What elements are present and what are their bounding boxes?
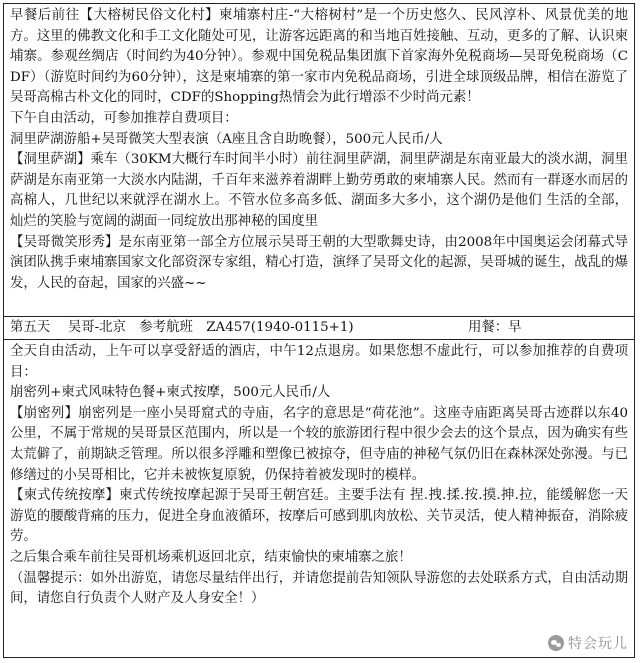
day-five-meal: 用餐：早 — [468, 320, 522, 335]
beng-mealea-paragraph: 【崩密列】崩密列是一座小吴哥窟式的寺庙，名字的意思是“荷花池”。这座寺庙距离吴哥古迹群以东40公里，不属于常规的吴哥景区范围内，所以是一个较的旅游团行程中很少会去的这个景点，因为确实有些太荒僻了，前期缺乏管理。所以很多浮雕和塑像已被掠夺，但寺庙的神秘气氛仍旧在森林深处弥漫。与已修缮过的小吴哥相比，它并未被恢复原貌，仍保持着被发现时的模样。 — [10, 405, 628, 483]
day-five-section — [4, 340, 634, 655]
watermark-text: 特会玩儿 — [568, 636, 628, 652]
itinerary-table — [3, 3, 635, 658]
tonle-sap-paragraph: 【洞里萨湖】乘车（30KM大概行车时间半小时）前往洞里萨湖，洞里萨湖是东南亚最大的淡水湖，洞里萨湖是东南亚第一大淡水内陆湖，千百年来滋养着湖畔上勤劳勇敢的柬埔寨人民。然而有一群逐水而居的高棉人，几世纪以来就浮在湖水上。不管水位多高多低、湖面多大多小，这个湖仍是他们 生活的全部，灿烂的笑脸与宽阔的湖面一同绽放出那神秘的国度里 — [10, 152, 628, 229]
watermark — [544, 633, 632, 653]
beng-mealea-price: 崩密列+柬式风味特色餐+柬式按摩，500元人民币/人 — [10, 385, 331, 401]
optional-tour-price: 洞里萨湖游船+吴哥微笑大型表演（A座且含自助晚餐），500元人民币/人 — [10, 131, 443, 147]
massage-paragraph: 【柬式传统按摩】柬式传统按摩起源于吴哥王朝宫廷。主要手法有 捏.拽.揉.按.摸.抻.拉，能缓解您一天游览的腰酸背痛的压力，促进全身血液循环，按摩后可感到肌肉放松、关节灵活，使人精神振奋，消除疲劳。 — [10, 488, 628, 545]
day-five-header — [4, 316, 634, 340]
smile-show-paragraph: 【吴哥微笑形秀】是东南亚第一部全方位展示吴哥王朝的大型歌舞史诗，由2008年中国奥运会闭幕式导演团队携手柬埔寨国家文化部资深专家组，精心打造，演绎了吴哥文化的起源，吴哥城的诞生，战乱的爆发，人民的奋起，国家的兴盛~~ — [10, 234, 628, 291]
afternoon-free-paragraph: 下午自由活动，可参加推荐自费项目： — [10, 110, 238, 126]
return-flight-paragraph: 之后集合乘车前往吴哥机场乘机返回北京，结束愉快的柬埔寨之旅！ — [10, 549, 412, 565]
day-five-route: 第五天 吴哥-北京 参考航班 ZA457(1940-0115+1) — [10, 320, 354, 335]
travel-tip-paragraph: （温馨提示：如外出游览，请您尽量结伴出行，并请您提前告知领队导游您的去处联系方式，自由活动期间，请您自行负责个人财产及人身安全！） — [10, 570, 628, 607]
village-paragraph: 早餐后前往【大榕树民俗文化村】柬埔寨村庄-“大榕树村”是一个历史悠久、民风淳朴、风景优美的地方。这里的佛教文化和手工文化随处可见，让游客远距离的和当地百姓接触、互动，更多的了解、认识柬埔寨。参观丝绸店（时间约为40分钟）。参观中国免税品集团旗下首家海外免税商场—吴哥免税商场（CDF）（游览时间约为60分钟），这是柬埔寨的第一家市内免税品商场，引进全球顶级品牌，相信在游览了吴哥高棉古朴文化的同时，CDF的Shopping热情会为此行增添不少时尚元素！ — [10, 8, 628, 106]
free-day-paragraph: 全天自由活动，上午可以享受舒适的酒店，中午12点退房。如果您想不虚此行，可以参加推荐的自费项目： — [10, 344, 628, 380]
day-four-afternoon-section — [4, 4, 634, 316]
wechat-icon — [548, 635, 564, 651]
